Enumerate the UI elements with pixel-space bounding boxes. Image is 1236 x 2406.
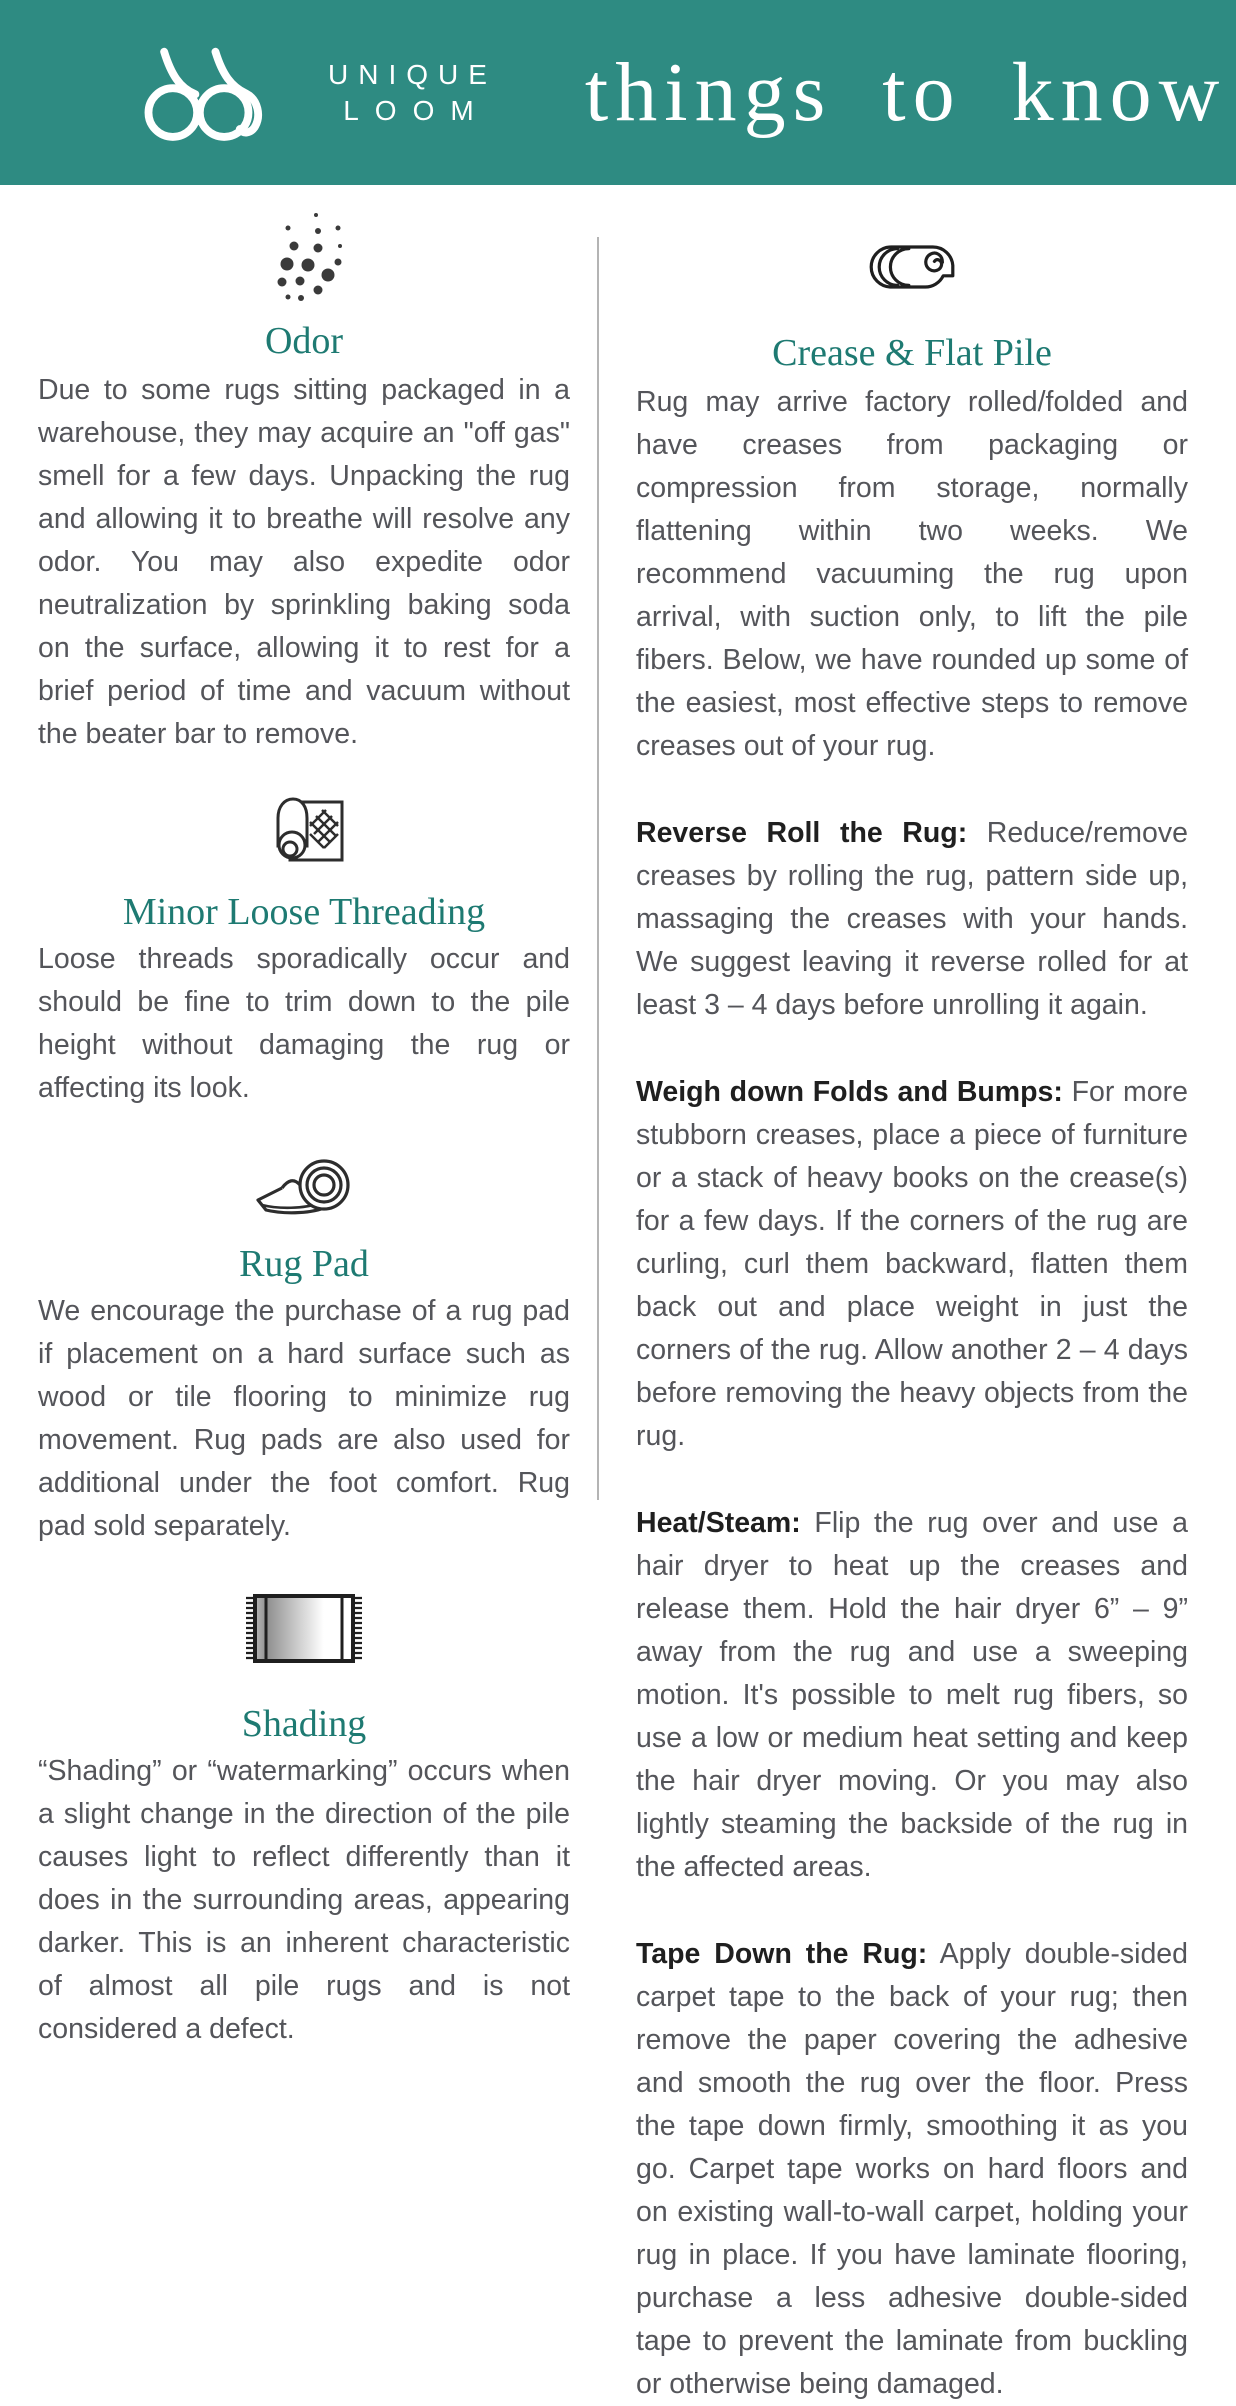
tip-tape-down-label: Tape Down the Rug:	[636, 1938, 928, 1970]
brand-name-line2: LOOM	[343, 94, 490, 126]
shading-section-icon-row	[38, 1592, 570, 1666]
content-area	[0, 185, 1236, 2406]
tip-heat-steam-label: Heat/Steam:	[636, 1507, 801, 1539]
column-divider	[597, 237, 599, 1500]
tip-weigh-down	[636, 1071, 1188, 1458]
tip-reverse-roll-body: Reduce/remove creases by rolling the rug, pattern side up, massaging the creases with your hands. We suggest leaving it reverse rolled for at least 3 – 4 days before unrolling it again.	[636, 817, 1188, 1021]
brand-name	[328, 57, 497, 129]
page-title: things to know	[584, 46, 1227, 139]
rolled-rug-crosshatch-icon	[260, 788, 348, 868]
threading-section-icon-row	[38, 788, 570, 868]
brand-logo	[100, 43, 497, 143]
shaded-rug-icon	[244, 1592, 364, 1666]
odor-section-title: Odor	[264, 320, 344, 362]
tip-reverse-roll	[636, 812, 1188, 1027]
tip-heat-steam	[636, 1502, 1188, 1889]
odor-section-body: Due to some rugs sitting packaged in a warehouse, they may acquire an "off gas" smell for a few days. Unpacking the rug and allowing it to breathe will resolve any odor. You may also expedite odor neutralization by sprinkling baking soda on the surface, allowing it to rest for a brief period of time and vacuum without the beater bar to remove.	[38, 374, 570, 750]
right-column	[598, 185, 1236, 2406]
shading-section-body: “Shading” or “watermarking” occurs when a slight change in the direction of the pile causes light to reflect differently than it does in the surrounding areas, appearing darker. This is an inherent characteristic of almost all pile rugs and is not considered a defect.	[38, 1755, 570, 2045]
tip-reverse-roll-label: Reverse Roll the Rug:	[636, 817, 968, 849]
crease-section-icon-row	[636, 243, 1188, 291]
tip-weigh-down-body: For more stubborn creases, place a piece of furniture or a stack of heavy books on the crease(s) for a few days. If the corners of the rug are curling, curl them backward, flatten them back out and place weight in just the corners of the rug. Allow another 2 – 4 days before removing the heavy objects from the rug.	[636, 1076, 1188, 1452]
crease-section-title: Crease & Flat Pile	[772, 332, 1052, 374]
odor-particles-icon	[254, 205, 354, 309]
brand-name-line1: UNIQUE	[328, 58, 497, 90]
shading-section-title: Shading	[241, 1703, 367, 1745]
header-banner	[0, 0, 1236, 185]
odor-section-icon-row	[38, 205, 570, 309]
threading-section-title: Minor Loose Threading	[122, 891, 486, 933]
rug-pad-roll-icon	[252, 1152, 356, 1218]
tip-tape-down	[636, 1933, 1188, 2406]
rolled-rug-spiral-icon	[866, 243, 958, 291]
left-column	[0, 185, 598, 2406]
tip-heat-steam-body: Flip the rug over and use a hair dryer to heat up the creases and release them. Hold the hair dryer 6” – 9” away from the rug and use a sweeping motion. It's possible to melt rug fibers, so use a low or medium heat setting and keep the hair dryer moving. Or you may also lightly steaming the backside of the rug in the affected areas.	[636, 1507, 1188, 1883]
rug-pad-section-icon-row	[38, 1152, 570, 1218]
tip-tape-down-body: Apply double-sided carpet tape to the back of your rug; then remove the paper covering the adhesive and smooth the rug over the floor. Press the tape down firmly, smoothing it as you go. Carpet tape works on hard floors and on existing wall-to-wall carpet, holding your rug in place. If you have laminate flooring, purchase a less adhesive double-sided tape to prevent the laminate from buckling or otherwise being damaged.	[636, 1938, 1189, 2400]
crease-section-intro: Rug may arrive factory rolled/folded and have creases from packaging or compression from storage, normally flattening within two weeks. We recommend vacuuming the rug upon arrival, with suction only, to lift the pile fibers. Below, we have rounded up some of the easiest, most effective steps to remove creases out of your rug.	[636, 386, 1188, 762]
unique-loom-logo-icon	[100, 43, 310, 143]
rug-pad-section-body: We encourage the purchase of a rug pad if placement on a hard surface such as wood or tile flooring to minimize rug movement. Rug pads are also used for additional under the foot comfort. Rug pad sold separately.	[38, 1295, 570, 1542]
threading-section-body: Loose threads sporadically occur and should be fine to trim down to the pile height without damaging the rug or affecting its look.	[38, 943, 570, 1104]
tip-weigh-down-label: Weigh down Folds and Bumps:	[636, 1076, 1063, 1108]
rug-pad-section-title: Rug Pad	[239, 1243, 369, 1285]
